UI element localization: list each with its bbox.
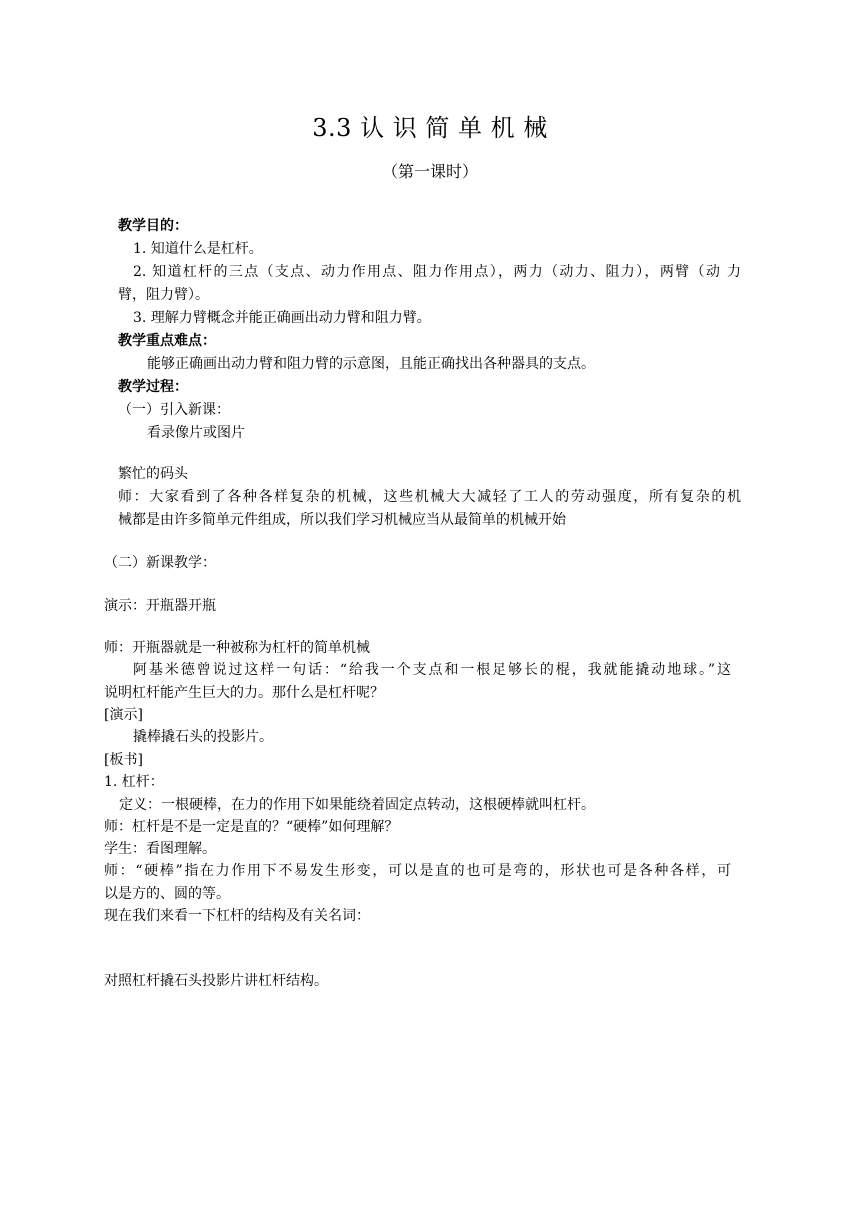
archimedes-quote-line2: 说明杠杆能产生巨大的力。那什么是杠杆呢？ bbox=[104, 685, 384, 701]
lever-structure-intro: 现在我们来看一下杠杆的结构及有关名词： bbox=[104, 908, 370, 924]
student-response: 学生：看图理解。 bbox=[104, 841, 216, 857]
section-1-heading: （一）引入新课： bbox=[118, 402, 230, 418]
section-2-heading: （二）新课教学： bbox=[104, 555, 216, 571]
demo-tag: [演示] bbox=[104, 707, 143, 723]
demo-crowbar: 撬棒撬石头的投影片。 bbox=[133, 729, 273, 745]
lever-heading: 1. 杠杆： bbox=[104, 774, 164, 790]
lever-definition: 定义：一根硬棒，在力的作用下如果能绕着固定点转动，这根硬棒就叫杠杆。 bbox=[119, 797, 595, 813]
teacher-explanation-line2: 以是方的、圆的等。 bbox=[104, 886, 230, 902]
teacher-remark-1-line2: 械都是由许多简单元件组成，所以我们学习机械应当从最简单的机械开始 bbox=[118, 512, 566, 528]
teacher-question: 师：杠杆是不是一定是直的？“硬棒”如何理解？ bbox=[104, 819, 399, 835]
demo-bottle-opener: 演示：开瓶器开瓶 bbox=[104, 598, 216, 614]
objective-2-line1: 2. 知道杠杆的三点（支点、动力作用点、阻力作用点），两力（动力、阻力），两臂（动 力 bbox=[133, 264, 741, 280]
busy-dock-text: 繁忙的码头 bbox=[118, 466, 188, 482]
key-points-heading: 教学重点难点： bbox=[118, 333, 216, 349]
board-tag: [板书] bbox=[104, 752, 143, 768]
lever-structure-instruction: 对照杠杆撬石头投影片讲杠杆结构。 bbox=[104, 973, 328, 989]
watch-video-text: 看录像片或图片 bbox=[147, 425, 245, 441]
objective-1: 1. 知道什么是杠杆。 bbox=[133, 241, 263, 257]
process-heading: 教学过程： bbox=[118, 379, 188, 395]
objective-2-line2: 臂，阻力臂）。 bbox=[118, 287, 209, 303]
page-title: 3.3 认 识 简 单 机 械 bbox=[312, 114, 548, 142]
archimedes-quote-line1: 阿基米德曾说过这样一句话：“给我一个支点和一根足够长的棍，我就能撬动地球。”这 bbox=[133, 662, 731, 678]
objective-3: 3. 理解力臂概念并能正确画出动力臂和阻力臂。 bbox=[133, 310, 431, 326]
teacher-remark-2: 师：开瓶器就是一种被称为杠杆的简单机械 bbox=[104, 640, 370, 656]
page-subtitle: （第一课时） bbox=[381, 162, 478, 181]
teacher-remark-1-line1: 师：大家看到了各种各样复杂的机械，这些机械大大减轻了工人的劳动强度，所有复杂的机 bbox=[118, 489, 741, 505]
key-points-text: 能够正确画出动力臂和阻力臂的示意图，且能正确找出各种器具的支点。 bbox=[147, 356, 595, 372]
teacher-explanation-line1: 师：“硬棒”指在力作用下不易发生形变，可以是直的也可是弯的，形状也可是各种各样，可 bbox=[104, 863, 731, 879]
objectives-heading: 教学目的： bbox=[118, 218, 188, 234]
